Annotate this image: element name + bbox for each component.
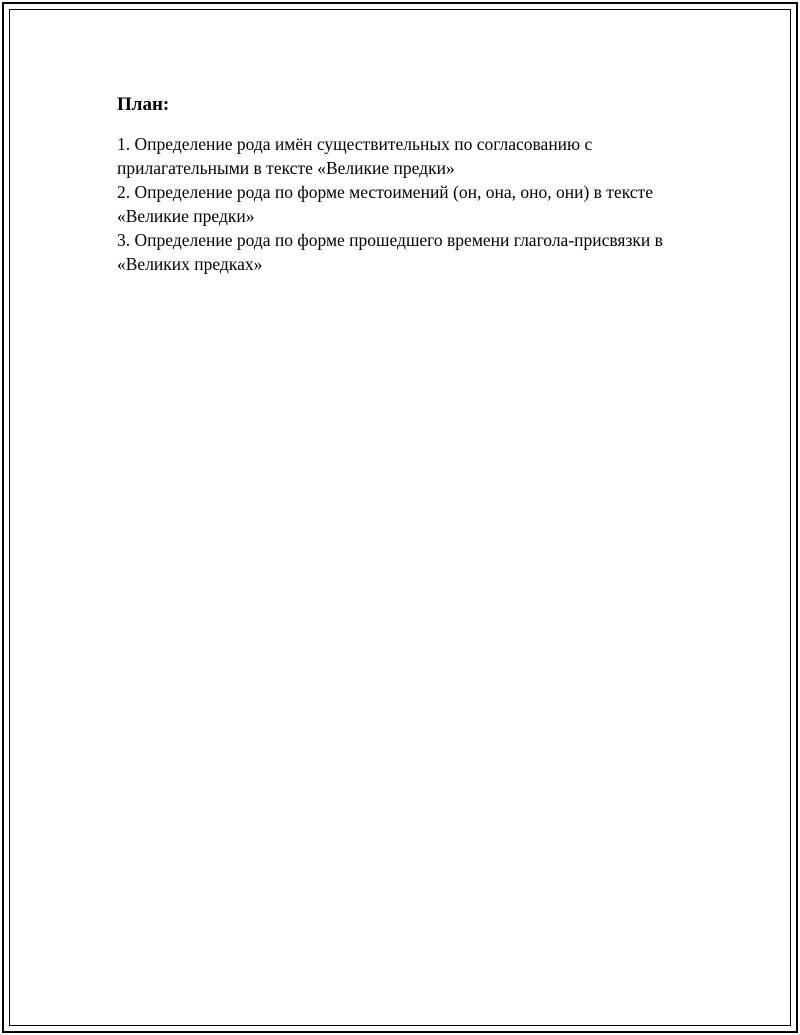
plan-list — [117, 132, 697, 276]
page-content — [117, 92, 697, 276]
plan-item-1: 1. Определение рода имён существительных по согласованию с прилагательными в тексте «Великие предки» — [117, 134, 593, 178]
plan-item-3: 3. Определение рода по форме прошедшего времени глагола-присвязки в «Великих предках» — [117, 230, 663, 274]
plan-item-2: 2. Определение рода по форме местоимений (он, она, оно, они) в тексте «Великие предки» — [117, 182, 653, 226]
plan-heading: План: — [117, 94, 170, 115]
